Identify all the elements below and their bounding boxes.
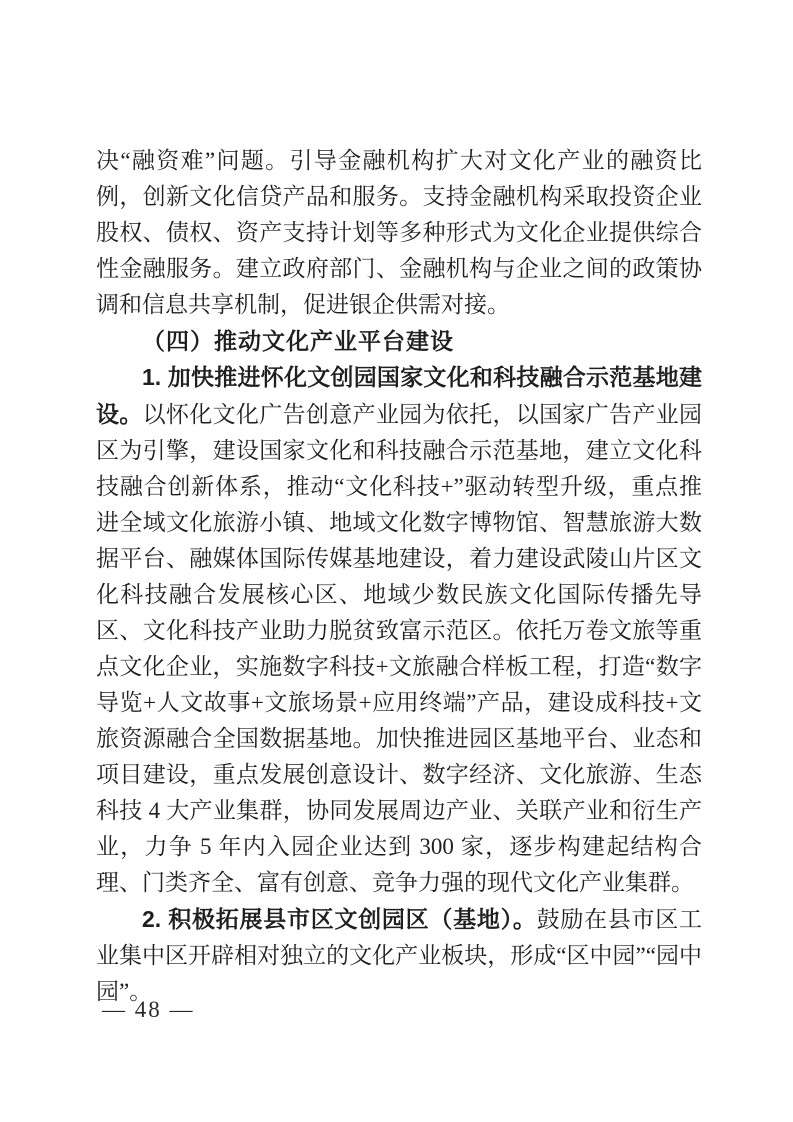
- page-number: — 48 —: [102, 997, 195, 1022]
- paragraph-continuation: 决“融资难”问题。引导金融机构扩大对文化产业的融资比例，创新文化信贷产品和服务。支持金融机构采取投资企业股权、债权、资产支持计划等多种形式为文化企业提供综合性金融服务。建立政府部门、金融机构与企业之间的政策协调和信息共享机制，促进银企供需对接。: [96, 148, 702, 317]
- section-heading: （四）推动文化产业平台建设: [142, 328, 454, 354]
- item-2-lead: 2. 积极拓展县市区文创园区（基地）。: [142, 906, 537, 932]
- item-2-paragraph: [96, 901, 702, 1010]
- item-2-body: 鼓励在县市区工业集中区开辟相对独立的文化产业板块，形成“区中园”“园中园”。: [96, 907, 703, 1004]
- item-1-body: 以怀化文化广告创意产业园为依托，以国家广告产业园区为引擎，建设国家文化和科技融合示范基地，建立文化科技融合创新体系，推动“文化科技+”驱动转型升级，重点推进全域文化旅游小镇、地域文化数字博物馆、智慧旅游大数据平台、融媒体国际传媒基地建设，着力建设武陵山片区文化科技融合发展核心区、地域少数民族文化国际传播先导区、文化科技产业助力脱贫致富示范区。依托万卷文旅等重点文化企业，实施数字科技+文旅融合样板工程，打造“数字导览+人文故事+文旅场景+应用终端”产品，建设成科技+文旅资源融合全国数据基地。加快推进园区基地平台、业态和项目建设，重点发展创意设计、数字经济、文化旅游、生态科技 4 大产业集群，协同发展周边产业、关联产业和衍生产业，力争 5 年内入园企业达到 300 家，逐步构建起结构合理、门类齐全、富有创意、竞争力强的现代文化产业集群。: [96, 402, 703, 895]
- item-1-paragraph: [96, 359, 702, 901]
- item-1-lead: 1. 加快推进怀化文创园国家文化和科技融合示范基地建设。: [96, 364, 702, 427]
- text-block: [96, 143, 702, 1010]
